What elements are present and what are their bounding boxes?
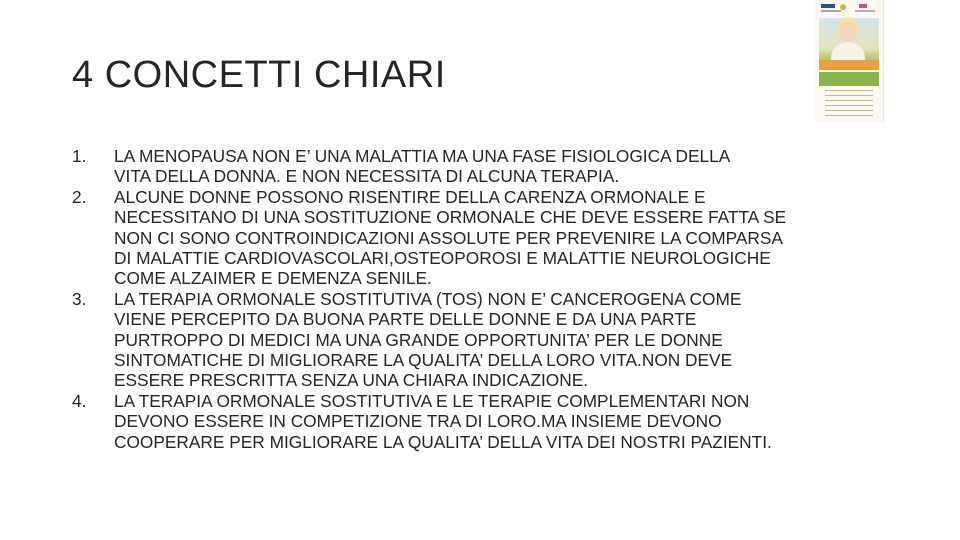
list-item [72,146,892,187]
event-poster-image [815,0,884,122]
poster-title-band [819,60,879,70]
list-item-text: LA TERAPIA ORMONALE SOSTITUTIVA E LE TERAPIE COMPLEMENTARI NON DEVONO ESSERE IN COMPETIZIONE TRA DI LORO.MA INSIEME DEVONO COOPERARE PER MIGLIORARE LA QUALITA’ DELLA VITA DEI NOSTRI PAZIENTI. [114,390,772,452]
list-item [72,391,892,452]
list-item-number: 1. [72,146,87,166]
list-item-number: 3. [72,288,87,309]
slide-title: 4 CONCETTI CHIARI [72,54,446,96]
list-item [72,187,892,289]
sponsor-logos-icon [821,2,881,16]
list-item-text: LA MENOPAUSA NON E’ UNA MALATTIA MA UNA FASE FISIOLOGICA DELLA VITA DELLA DONNA. E NON NECESSITA DI ALCUNA TERAPIA. [114,146,731,187]
poster-date-band [819,72,879,86]
list-item-text: LA TERAPIA ORMONALE SOSTITUTIVA (TOS) NON E’ CANCEROGENA COME VIENE PERCEPITO DA BUONA PARTE DELLE DONNE E DA UNA PARTE PURTROPPO DI MEDICI MA UNA GRANDE OPPORTUNITA’ PER LE DONNE SINTOMATICHE DI MIGLIORARE LA QUALITA’ DELLA LORO VITA.NON DEVE ESSERE PRESCRITTA SENZA UNA CHIARA INDICAZIONE. [114,288,742,391]
list-item-text: ALCUNE DONNE POSSONO RISENTIRE DELLA CARENZA ORMONALE E NECESSITANO DI UNA SOSTITUZIONE ORMONALE CHE DEVE ESSERE FATTA SE NON CI SONO CONTROINDICAZIONI ASSOLUTE PER PREVENIRE LA COMPARSA DI MALATTIE CARDIOVASCOLARI,OSTEOPOROSI E MALATTIE NEUROLOGICHE COME ALZAIMER E DEMENZA SENILE. [114,186,787,289]
woman-face-icon [839,22,857,42]
poster-text-lines [825,90,873,118]
list-item [72,289,892,391]
list-item-number: 4. [72,390,87,411]
list-item-number: 2. [72,186,87,207]
concepts-list [72,146,892,452]
